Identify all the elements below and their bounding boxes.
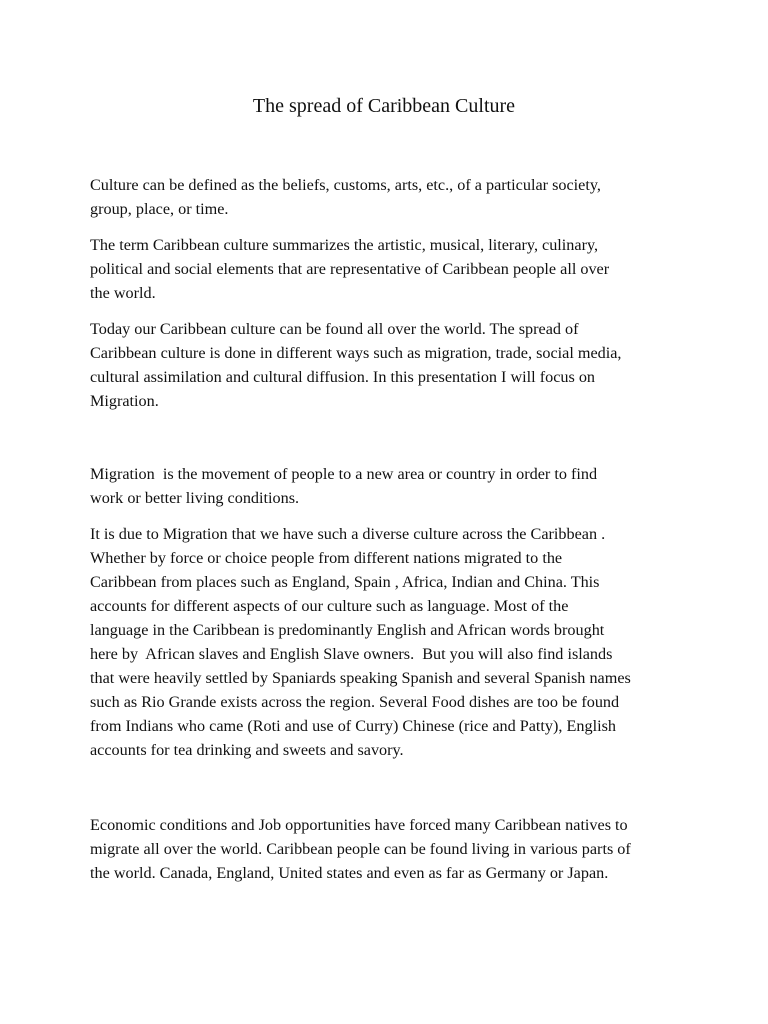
text-line: Caribbean from places such as England, Spain , Africa, Indian and China. This	[90, 573, 600, 591]
text-line: Whether by force or choice people from different nations migrated to the	[90, 549, 563, 567]
text-line: language in the Caribbean is predominantly English and African words brought	[90, 621, 605, 639]
paragraph-spread	[90, 317, 690, 413]
paragraph-economic-conditions	[90, 813, 690, 885]
text-line: Caribbean culture is done in different ways such as migration, trade, social media,	[90, 344, 622, 362]
document-title: The spread of Caribbean Culture	[252, 95, 516, 117]
text-line: that were heavily settled by Spaniards speaking Spanish and several Spanish names	[90, 669, 631, 687]
text-line: here by African slaves and English Slave owners. But you will also find islands	[90, 645, 613, 663]
text-line: Migration is the movement of people to a new area or country in order to find	[90, 465, 598, 483]
text-line: the world. Canada, England, United states and even as far as Germany or Japan.	[90, 864, 609, 882]
text-line: accounts for tea drinking and sweets and savory.	[90, 741, 404, 759]
text-line: accounts for different aspects of our culture such as language. Most of the	[90, 597, 569, 615]
text-line: It is due to Migration that we have such a diverse culture across the Caribbean .	[90, 525, 606, 543]
text-line: from Indians who came (Roti and use of Curry) Chinese (rice and Patty), English	[90, 717, 616, 735]
text-line: Economic conditions and Job opportunities have forced many Caribbean natives to	[90, 816, 628, 834]
text-line: cultural assimilation and cultural diffusion. In this presentation I will focus on	[90, 368, 596, 386]
text-line: Migration.	[90, 392, 159, 410]
paragraph-caribbean-culture	[90, 233, 690, 305]
text-line: work or better living conditions.	[90, 489, 300, 507]
text-line: political and social elements that are representative of Caribbean people all over	[90, 260, 610, 278]
paragraph-culture-definition	[90, 173, 690, 221]
text-line: Culture can be defined as the beliefs, customs, arts, etc., of a particular society,	[90, 176, 601, 194]
text-line: the world.	[90, 284, 156, 302]
text-line: The term Caribbean culture summarizes the artistic, musical, literary, culinary,	[90, 236, 599, 254]
paragraph-migration-definition	[90, 462, 690, 510]
text-line: migrate all over the world. Caribbean people can be found living in various parts of	[90, 840, 631, 858]
paragraph-migration-diversity	[90, 522, 690, 762]
text-line: Today our Caribbean culture can be found all over the world. The spread of	[90, 320, 579, 338]
text-line: such as Rio Grande exists across the region. Several Food dishes are too be found	[90, 693, 620, 711]
text-line: group, place, or time.	[90, 200, 229, 218]
